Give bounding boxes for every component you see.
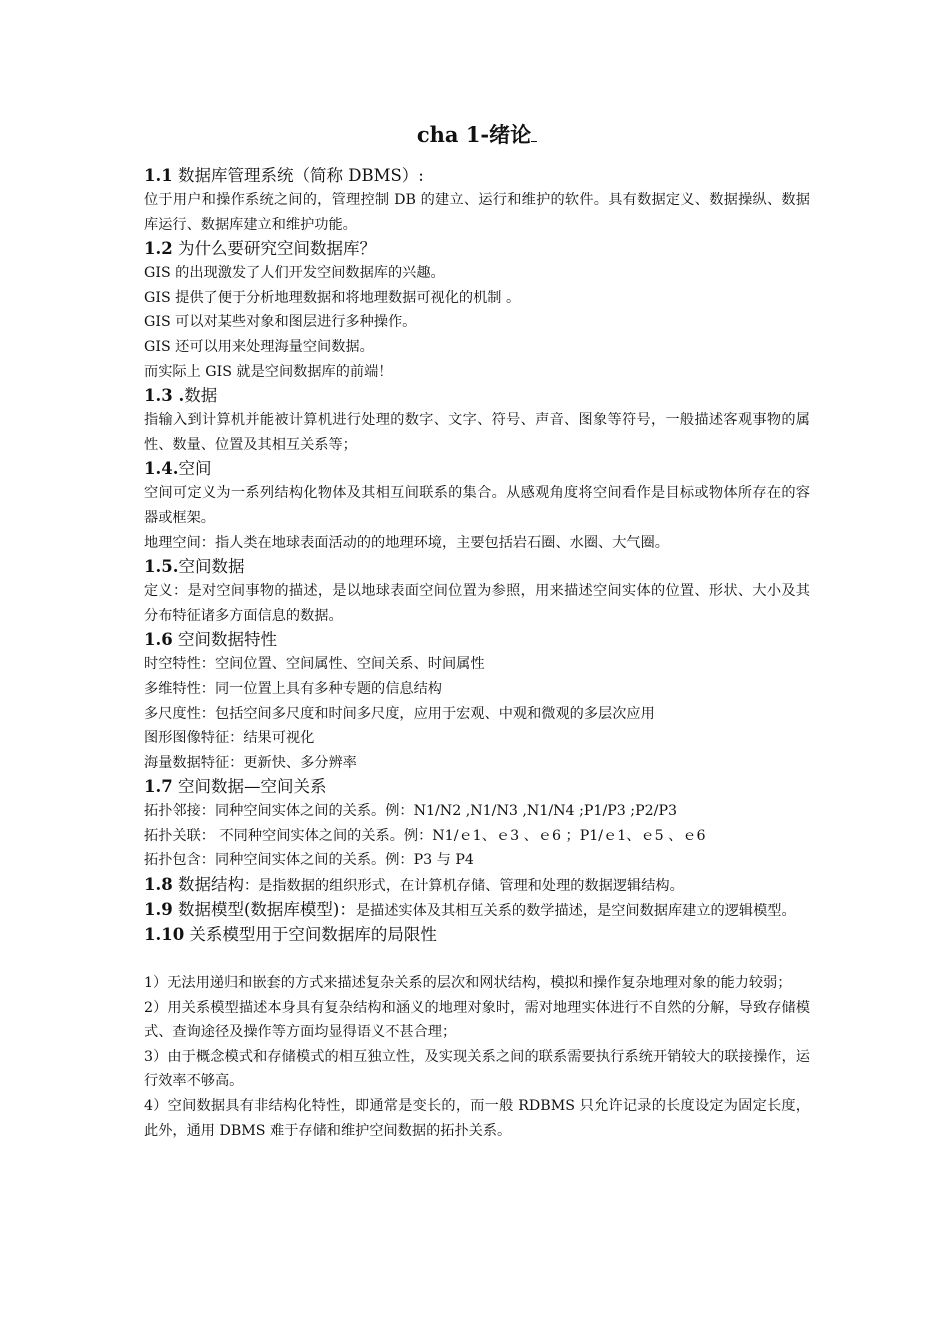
section-paragraph: 指输入到计算机并能被计算机进行处理的数字、文字、符号、声音、图象等符号，一般描述客观事物的属性、数量、位置及其相互关系等； [144,412,810,453]
section-heading-1-3: 1.3 .数据 [144,386,218,406]
section-paragraph: 3）由于概念模式和存储模式的相互独立性，及实现关系之间的联系需要执行系统开销较大的联接操作，运行效率不够高。 [144,1048,810,1090]
section-paragraph: 2）用关系模型描述本身具有复杂结构和涵义的地理对象时，需对地理实体进行不自然的分解，导致存储模式、查询途径及操作等方面均显得语义不甚合理； [144,999,810,1041]
section-paragraph: GIS 的出现激发了人们开发空间数据库的兴趣。 [144,265,445,282]
section-heading-1-1: 1.1 数据库管理系统（简称 DBMS）: [144,166,424,185]
section-heading-1-10: 1.10 关系模型用于空间数据库的局限性 [144,925,437,945]
section-paragraph: 时空特性：空间位置、空间属性、空间关系、时间属性 [144,656,485,673]
document-title: cha 1-绪论 [144,118,810,152]
section-paragraph: GIS 还可以用来处理海量空间数据。 [144,338,374,355]
section-paragraph: 定义：是对空间事物的描述，是以地球表面空间位置为参照，用来描述空间实体的位置、形状、大小及其分布特征诸多方面信息的数据。 [144,583,810,624]
section-heading-1-7: 1.7 空间数据—空间关系 [144,777,327,797]
title-cursor-mark [531,127,537,142]
section-paragraph: 拓扑邻接：同种空间实体之间的关系。例：N1/N2 ,N1/N3 ,N1/N4 ;P1/P3 ;P2/P3 [144,803,678,820]
section-heading-1-5: 1.5.空间数据 [144,557,245,577]
section-heading-1-8: 1.8 数据结构：是指数据的组织形式，在计算机存储、管理和处理的数据逻辑结构。 [144,875,684,895]
section-paragraph: 多维特性：同一位置上具有多种专题的信息结构 [144,680,442,697]
section-heading-1-9: 1.9 数据模型(数据库模型)：是描述实体及其相互关系的数学描述，是空间数据库建立的逻辑模型。 [144,900,796,920]
section-heading-1-6: 1.6 空间数据特性 [144,630,277,650]
section-paragraph: 位于用户和操作系统之间的，管理控制 DB 的建立、运行和维护的软件。具有数据定义、数据操纵、数据库运行、数据库建立和维护功能。 [144,192,810,233]
section-heading-1-4: 1.4.空间 [144,459,212,479]
section-paragraph: 1）无法用递归和嵌套的方式来描述复杂关系的层次和网状结构，模拟和操作复杂地理对象的能力较弱； [144,975,792,992]
section-paragraph: GIS 可以对某些对象和图层进行多种操作。 [144,314,417,331]
section-paragraph: 多尺度性：包括空间多尺度和时间多尺度，应用于宏观、中观和微观的多层次应用 [144,705,655,722]
section-paragraph: 空间可定义为一系列结构化物体及其相互间联系的集合。从感观角度将空间看作是目标或物体所存在的容器或框架。 [144,485,810,526]
section-paragraph: 4）空间数据具有非结构化特性，即通常是变长的，而一般 RDBMS 只允许记录的长度设定为固定长度，此外，通用 DBMS 难于存储和维护空间数据的拓扑关系。 [144,1098,810,1139]
section-paragraph: 拓扑包含：同种空间实体之间的关系。例：P3 与 P4 [144,852,474,869]
section-paragraph: GIS 提供了便于分析地理数据和将地理数据可视化的机制 。 [144,289,521,306]
section-paragraph: 而实际上 GIS 就是空间数据库的前端！ [144,363,393,380]
document-page [144,118,810,1143]
section-paragraph: 地理空间：指人类在地球表面活动的的地理环境，主要包括岩石圈、水圈、大气圈。 [144,534,669,551]
blank-line [144,947,810,971]
section-paragraph: 拓扑关联： 不同种空间实体之间的关系。例：N1/ｅ1、ｅ3 、ｅ6 ；P1/ｅ1、ｅ5 、ｅ6 [144,827,706,844]
section-paragraph: 海量数据特征：更新快、多分辨率 [144,754,357,771]
section-heading-1-2: 1.2 为什么要研究空间数据库？ [144,239,376,259]
section-paragraph: 图形图像特征：结果可视化 [144,730,315,747]
